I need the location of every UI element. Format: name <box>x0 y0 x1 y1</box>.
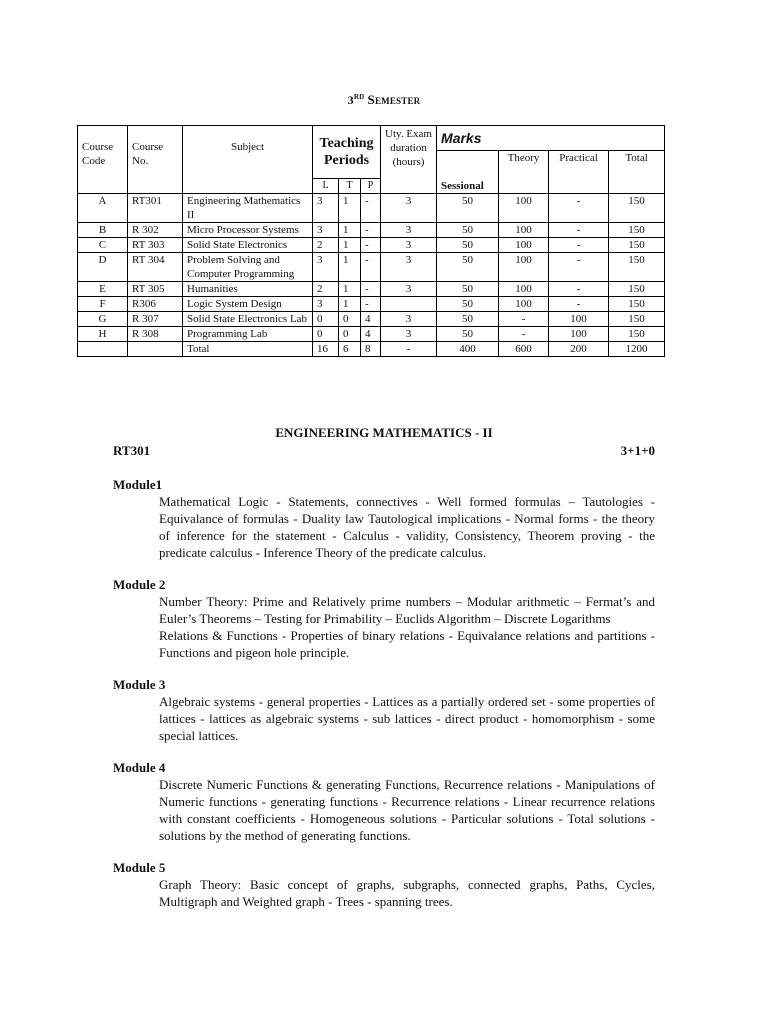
cell-duration <box>381 297 437 312</box>
cell-sessional: 50 <box>437 253 499 282</box>
cell-theory: 100 <box>499 253 549 282</box>
module-label: Module 4 <box>113 760 166 775</box>
cell-t: 1 <box>339 282 361 297</box>
cell-course-no: RT301 <box>128 194 183 223</box>
cell-practical: - <box>549 253 609 282</box>
cell-total: 150 <box>609 253 665 282</box>
cell-t: 1 <box>339 238 361 253</box>
module-body <box>159 693 655 744</box>
total-total: 1200 <box>609 342 665 357</box>
cell-t: 0 <box>339 312 361 327</box>
header-course-no: Course No. <box>128 126 183 194</box>
module-body <box>159 876 655 910</box>
cell-total: 150 <box>609 238 665 253</box>
total-blank-code <box>78 342 128 357</box>
cell-course-no: R 308 <box>128 327 183 342</box>
module-paragraph: Discrete Numeric Functions & generating Functions, Recurrence relations - Manipulations of Numeric functions - generating functions - Recurrence relations - Linear recurrence relations with constant coefficients - Homogeneous solutions - Particular solutions - Total solutions - solutions by the method of generating functions. <box>159 777 655 843</box>
module-paragraph: Number Theory: Prime and Relatively prime numbers – Modular arithmetic – Fermat’s and Euler’s Theorems – Testing for Primability – Euclids Algorithm – Discrete Logarithms <box>159 594 655 626</box>
cell-course-no: RT 304 <box>128 253 183 282</box>
cell-practical: - <box>549 238 609 253</box>
header-l: L <box>313 179 339 194</box>
table-row <box>78 312 665 327</box>
cell-subject: Micro Processor Systems <box>183 223 313 238</box>
module-paragraph: Graph Theory: Basic concept of graphs, subgraphs, connected graphs, Paths, Cycles, Multigraph and Weighted graph - Trees - spanning trees. <box>159 877 655 909</box>
cell-p: - <box>361 194 381 223</box>
cell-practical: 100 <box>549 327 609 342</box>
cell-sessional: 50 <box>437 223 499 238</box>
module-paragraph: Relations & Functions - Properties of binary relations - Equivalance relations and partitions - Functions and pigeon hole principle. <box>159 628 655 660</box>
table-row <box>78 253 665 282</box>
cell-t: 1 <box>339 194 361 223</box>
module-list <box>113 476 655 910</box>
cell-theory: 100 <box>499 297 549 312</box>
module-paragraph: Algebraic systems - general properties - Lattices as a partially ordered set - some properties of lattices - lattices as algebraic systems - sub lattices - direct product - homomorphism - some special lattices. <box>159 694 655 743</box>
cell-t: 1 <box>339 223 361 238</box>
cell-l: 3 <box>313 194 339 223</box>
cell-total: 150 <box>609 327 665 342</box>
cell-duration: 3 <box>381 253 437 282</box>
total-practical: 200 <box>549 342 609 357</box>
header-total: Total <box>609 151 665 194</box>
cell-sessional: 50 <box>437 327 499 342</box>
cell-l: 2 <box>313 238 339 253</box>
header-row-1 <box>78 126 665 151</box>
cell-theory: 100 <box>499 282 549 297</box>
cell-p: - <box>361 238 381 253</box>
semester-suffix: RD <box>353 93 365 101</box>
course-rows <box>78 194 665 342</box>
cell-l: 3 <box>313 297 339 312</box>
header-t: T <box>339 179 361 194</box>
header-teaching-periods: Teaching Periods <box>313 126 381 179</box>
cell-practical: - <box>549 223 609 238</box>
cell-total: 150 <box>609 282 665 297</box>
module-label: Module1 <box>113 477 163 492</box>
cell-l: 2 <box>313 282 339 297</box>
cell-code: C <box>78 238 128 253</box>
module-body <box>159 776 655 844</box>
cell-code: E <box>78 282 128 297</box>
cell-total: 150 <box>609 297 665 312</box>
cell-theory: 100 <box>499 194 549 223</box>
cell-theory: - <box>499 312 549 327</box>
cell-course-no: RT 303 <box>128 238 183 253</box>
course-table <box>77 125 665 357</box>
subject-code-line <box>113 442 655 459</box>
cell-sessional: 50 <box>437 238 499 253</box>
cell-theory: 100 <box>499 223 549 238</box>
header-course-code: Course Code <box>78 126 128 194</box>
cell-duration: 3 <box>381 223 437 238</box>
cell-total: 150 <box>609 194 665 223</box>
cell-total: 150 <box>609 223 665 238</box>
cell-t: 1 <box>339 297 361 312</box>
cell-subject: Solid State Electronics Lab <box>183 312 313 327</box>
cell-l: 3 <box>313 223 339 238</box>
cell-duration: 3 <box>381 312 437 327</box>
cell-p: - <box>361 223 381 238</box>
total-p: 8 <box>361 342 381 357</box>
subject-code: RT301 <box>113 443 151 458</box>
cell-theory: - <box>499 327 549 342</box>
cell-practical: - <box>549 194 609 223</box>
cell-subject: Humanities <box>183 282 313 297</box>
cell-code: D <box>78 253 128 282</box>
module-label: Module 5 <box>113 860 166 875</box>
total-row <box>78 342 665 357</box>
semester-number: 3 <box>347 93 354 107</box>
cell-l: 3 <box>313 253 339 282</box>
subject-syllabus <box>113 424 655 910</box>
cell-t: 0 <box>339 327 361 342</box>
cell-course-no: R306 <box>128 297 183 312</box>
header-sessional: Sessional <box>437 151 499 194</box>
header-uty-exam: Uty. Exam duration (hours) <box>381 126 437 194</box>
cell-theory: 100 <box>499 238 549 253</box>
cell-code: H <box>78 327 128 342</box>
cell-course-no: R 302 <box>128 223 183 238</box>
cell-total: 150 <box>609 312 665 327</box>
cell-subject: Solid State Electronics <box>183 238 313 253</box>
header-theory: Theory <box>499 151 549 194</box>
cell-code: G <box>78 312 128 327</box>
cell-duration: 3 <box>381 194 437 223</box>
cell-practical: 100 <box>549 312 609 327</box>
cell-subject: Programming Lab <box>183 327 313 342</box>
cell-l: 0 <box>313 312 339 327</box>
cell-code: B <box>78 223 128 238</box>
semester-title <box>0 92 768 108</box>
subject-title: ENGINEERING MATHEMATICS - II <box>275 425 493 440</box>
cell-p: - <box>361 297 381 312</box>
cell-t: 1 <box>339 253 361 282</box>
cell-course-no: R 307 <box>128 312 183 327</box>
header-subject: Subject <box>183 126 313 194</box>
table-row <box>78 327 665 342</box>
header-marks: Marks <box>437 126 665 151</box>
table-row <box>78 297 665 312</box>
module-label: Module 3 <box>113 677 166 692</box>
table-row <box>78 282 665 297</box>
total-duration: - <box>381 342 437 357</box>
total-t: 6 <box>339 342 361 357</box>
cell-duration: 3 <box>381 238 437 253</box>
cell-l: 0 <box>313 327 339 342</box>
cell-subject: Logic System Design <box>183 297 313 312</box>
cell-p: 4 <box>361 327 381 342</box>
module-body <box>159 593 655 661</box>
table-row <box>78 223 665 238</box>
cell-duration: 3 <box>381 282 437 297</box>
cell-practical: - <box>549 282 609 297</box>
table-row <box>78 194 665 223</box>
header-practical: Practical <box>549 151 609 194</box>
cell-code: A <box>78 194 128 223</box>
cell-course-no: RT 305 <box>128 282 183 297</box>
cell-p: 4 <box>361 312 381 327</box>
cell-sessional: 50 <box>437 312 499 327</box>
cell-sessional: 50 <box>437 282 499 297</box>
subject-credits: 3+1+0 <box>620 443 655 458</box>
cell-practical: - <box>549 297 609 312</box>
module-paragraph: Mathematical Logic - Statements, connectives - Well formed formulas – Tautologies - Equivalance of formulas - Duality law Tautological implications - Normal forms - the theory of inference for the statement - Calculus - validity, Consistency, Theorem proving - the predicate calculus - Inference Theory of the predicate calculus. <box>159 494 655 560</box>
total-blank-no <box>128 342 183 357</box>
cell-subject: Problem Solving and Computer Programming <box>183 253 313 282</box>
header-p: P <box>361 179 381 194</box>
cell-subject: Engineering Mathematics II <box>183 194 313 223</box>
total-label: Total <box>183 342 313 357</box>
cell-code: F <box>78 297 128 312</box>
total-l: 16 <box>313 342 339 357</box>
cell-sessional: 50 <box>437 194 499 223</box>
cell-p: - <box>361 253 381 282</box>
cell-duration: 3 <box>381 327 437 342</box>
module-label: Module 2 <box>113 577 166 592</box>
cell-sessional: 50 <box>437 297 499 312</box>
cell-p: - <box>361 282 381 297</box>
table-row <box>78 238 665 253</box>
semester-label: Semester <box>367 92 421 107</box>
total-sessional: 400 <box>437 342 499 357</box>
total-theory: 600 <box>499 342 549 357</box>
module-body <box>159 493 655 561</box>
